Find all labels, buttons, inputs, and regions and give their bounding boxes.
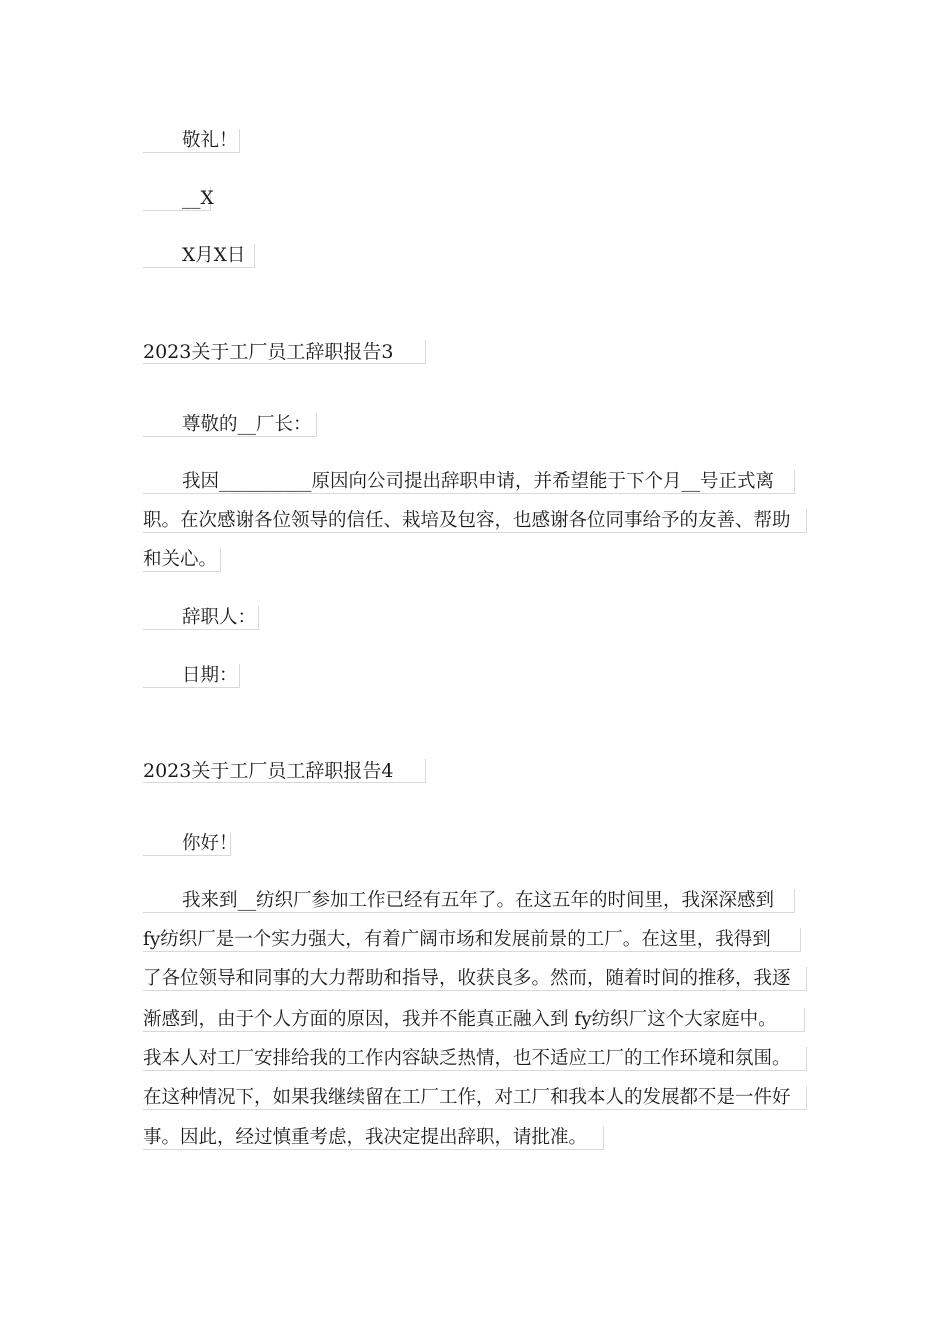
- closing-signer: __X: [143, 187, 211, 211]
- report3-resigner-label: 辞职人：: [143, 606, 259, 630]
- report4-body-line-2: fy纺织厂是一个实力强大，有着广阔市场和发展前景的工厂。在这里，我得到: [143, 928, 801, 952]
- report3-date-label: 日期：: [143, 664, 240, 688]
- report3-title: 2023关于工厂员工辞职报告3: [143, 340, 426, 364]
- report4-body-line-3: 了各位领导和同事的大力帮助和指导，收获良多。然而，随着时间的推移，我逐: [143, 967, 807, 991]
- report4-body-line-5: 我本人对工厂安排给我的工作内容缺乏热情，也不适应工厂的工作环境和氛围。: [143, 1047, 807, 1071]
- report3-body-line-1: 我因__________原因向公司提出辞职申请，并希望能于下个月__号正式离: [143, 470, 795, 494]
- report3-body-line-2: 职。在次感谢各位领导的信任、栽培及包容，也感谢各位同事给予的友善、帮助: [143, 509, 807, 533]
- report4-body-line-4: 渐感到，由于个人方面的原因，我并不能真正融入到 fy纺织厂这个大家庭中。: [143, 1008, 805, 1032]
- report4-greeting: 你好！: [143, 832, 231, 856]
- report4-body-line-7: 事。因此，经过慎重考虑，我决定提出辞职，请批准。: [143, 1126, 604, 1150]
- report4-body-line-6: 在这种情况下，如果我继续留在工厂工作，对工厂和我本人的发展都不是一件好: [143, 1086, 807, 1110]
- report3-body-line-3: 和关心。: [143, 548, 221, 572]
- report3-greeting: 尊敬的__厂长：: [143, 413, 317, 437]
- report4-title: 2023关于工厂员工辞职报告4: [143, 759, 426, 783]
- closing-salute: 敬礼！: [143, 129, 240, 153]
- closing-date: X月X日: [143, 244, 255, 268]
- report4-body-line-1: 我来到__纺织厂参加工作已经有五年了。在这五年的时间里，我深深感到: [143, 889, 795, 913]
